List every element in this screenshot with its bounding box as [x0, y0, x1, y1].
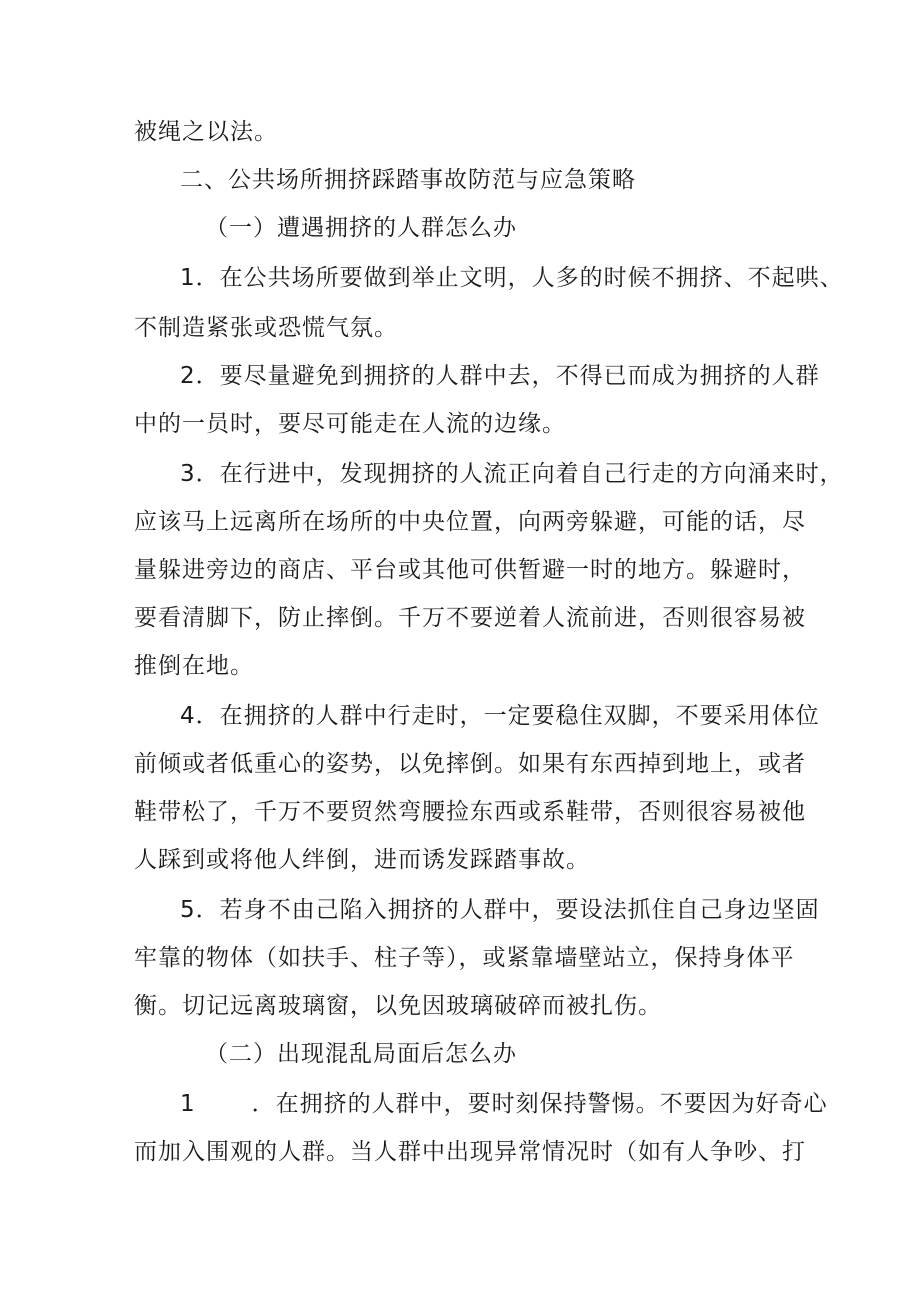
text-line: 鞋带松了，千万不要贸然弯腰捡东西或系鞋带，否则很容易被他 — [134, 799, 806, 825]
text-line: 牢靠的物体（如扶手、柱子等），或紧靠墙壁站立，保持身体平 — [134, 945, 795, 971]
text-line: 要看清脚下，防止摔倒。千万不要逆着人流前进，否则很容易被 — [134, 605, 806, 631]
item-number: 2 — [180, 363, 196, 389]
list-item-1: 1．在公共场所要做到举止文明，人多的时候不拥挤、不起哄、 — [180, 265, 844, 291]
text-line: 被绳之以法。 — [134, 119, 278, 145]
list-item-1: 1 ．在拥挤的人群中，要时刻保持警惕。不要因为好奇心 — [180, 1091, 828, 1117]
text-line: 量躲进旁边的商店、平台或其他可供暂避一时的地方。躲避时， — [134, 557, 806, 583]
text-line: 人踩到或将他人绊倒，进而诱发踩踏事故。 — [134, 847, 590, 873]
list-item-3: 3．在行进中，发现拥挤的人流正向着自己行走的方向涌来时， — [180, 461, 844, 487]
item-number: 3 — [180, 461, 196, 487]
section-heading: 二、公共场所拥挤踩踏事故防范与应急策略 — [180, 167, 636, 193]
list-item-2: 2．要尽量避免到拥挤的人群中去，不得已而成为拥挤的人群 — [180, 363, 820, 389]
list-item-5: 5．若身不由己陷入拥挤的人群中，要设法抓住自己身边坚固 — [180, 897, 820, 923]
text-line: 前倾或者低重心的姿势，以免摔倒。如果有东西掉到地上，或者 — [134, 751, 806, 777]
subsection-heading: （二）出现混乱局面后怎么办 — [205, 1041, 517, 1067]
text-line: 应该马上远离所在场所的中央位置，向两旁躲避，可能的话，尽 — [134, 509, 806, 535]
text-line: 衡。切记远离玻璃窗，以免因玻璃破碎而被扎伤。 — [134, 993, 662, 1019]
text-line: 而加入围观的人群。当人群中出现异常情况时（如有人争吵、打 — [134, 1139, 806, 1165]
text-line: 中的一员时，要尽可能走在人流的边缘。 — [134, 411, 566, 437]
item-number: 1 — [180, 265, 196, 291]
text-line: 不制造紧张或恐慌气氛。 — [134, 315, 398, 341]
item-number: 4 — [180, 703, 196, 729]
subsection-heading: （一）遭遇拥挤的人群怎么办 — [205, 215, 517, 241]
list-item-4: 4．在拥挤的人群中行走时，一定要稳住双脚，不要采用体位 — [180, 703, 820, 729]
text-line: 推倒在地。 — [134, 653, 254, 679]
item-number: 1 — [180, 1091, 196, 1117]
item-number: 5 — [180, 897, 196, 923]
